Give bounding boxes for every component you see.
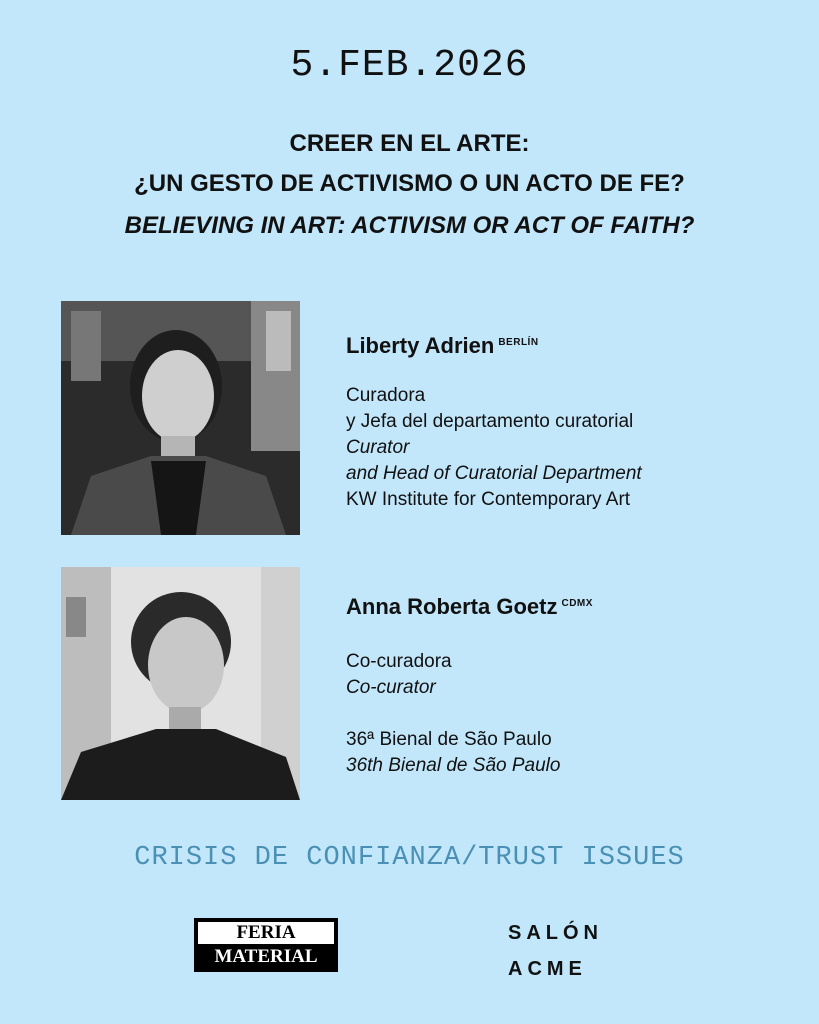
speaker-2-institution-en: 36th Bienal de São Paulo — [346, 755, 561, 776]
speaker-2-name: Anna Roberta Goetz — [346, 594, 558, 619]
feria-logo-line-1: FERIA — [198, 922, 334, 944]
speaker-1-institution: KW Institute for Contemporary Art — [346, 489, 631, 510]
speaker-1-role-es-2: y Jefa del departamento curatorial — [346, 411, 634, 432]
speaker-2-role-es: Co-curadora — [346, 651, 452, 672]
speaker-1-role-es: Curadora — [346, 385, 426, 406]
speaker-2-role-en: Co-curator — [346, 677, 436, 698]
feria-material-logo — [194, 918, 338, 972]
speaker-1-role-en-2: and Head of Curatorial Department — [346, 463, 642, 484]
salon-logo-line-1: SALÓN — [508, 922, 603, 944]
speaker-2-photo — [61, 567, 300, 800]
speaker-2-location: CDMX — [561, 597, 593, 609]
speaker-1-name: Liberty Adrien — [346, 333, 495, 358]
salon-logo-line-2: ACME — [508, 958, 587, 980]
speaker-2-name-row — [346, 594, 593, 620]
speaker-1-location: BERLÍN — [498, 336, 539, 348]
spacer — [346, 701, 593, 727]
speaker-2-info — [346, 594, 593, 779]
speaker-1-photo — [61, 301, 300, 535]
title-line-1: CREER EN EL ARTE: — [289, 130, 530, 157]
portrait-woman-jacket-image — [61, 301, 300, 535]
title-line-english: BELIEVING IN ART: ACTIVISM OR ACT OF FAITH? — [124, 212, 695, 239]
footer-tagline: CRISIS DE CONFIANZA/TRUST ISSUES — [134, 843, 685, 873]
speaker-1-name-row — [346, 333, 642, 359]
speaker-1-role-en: Curator — [346, 437, 410, 458]
portrait-woman-dark-sweater-image — [61, 567, 300, 800]
speaker-2-institution-es: 36ª Bienal de São Paulo — [346, 729, 552, 750]
feria-logo-line-2: MATERIAL — [214, 946, 318, 967]
event-date: 5.FEB.2026 — [290, 44, 529, 87]
title-line-2: ¿UN GESTO DE ACTIVISMO O UN ACTO DE FE? — [134, 170, 685, 197]
speaker-1-info — [346, 333, 642, 513]
salon-acme-logo — [508, 915, 608, 987]
